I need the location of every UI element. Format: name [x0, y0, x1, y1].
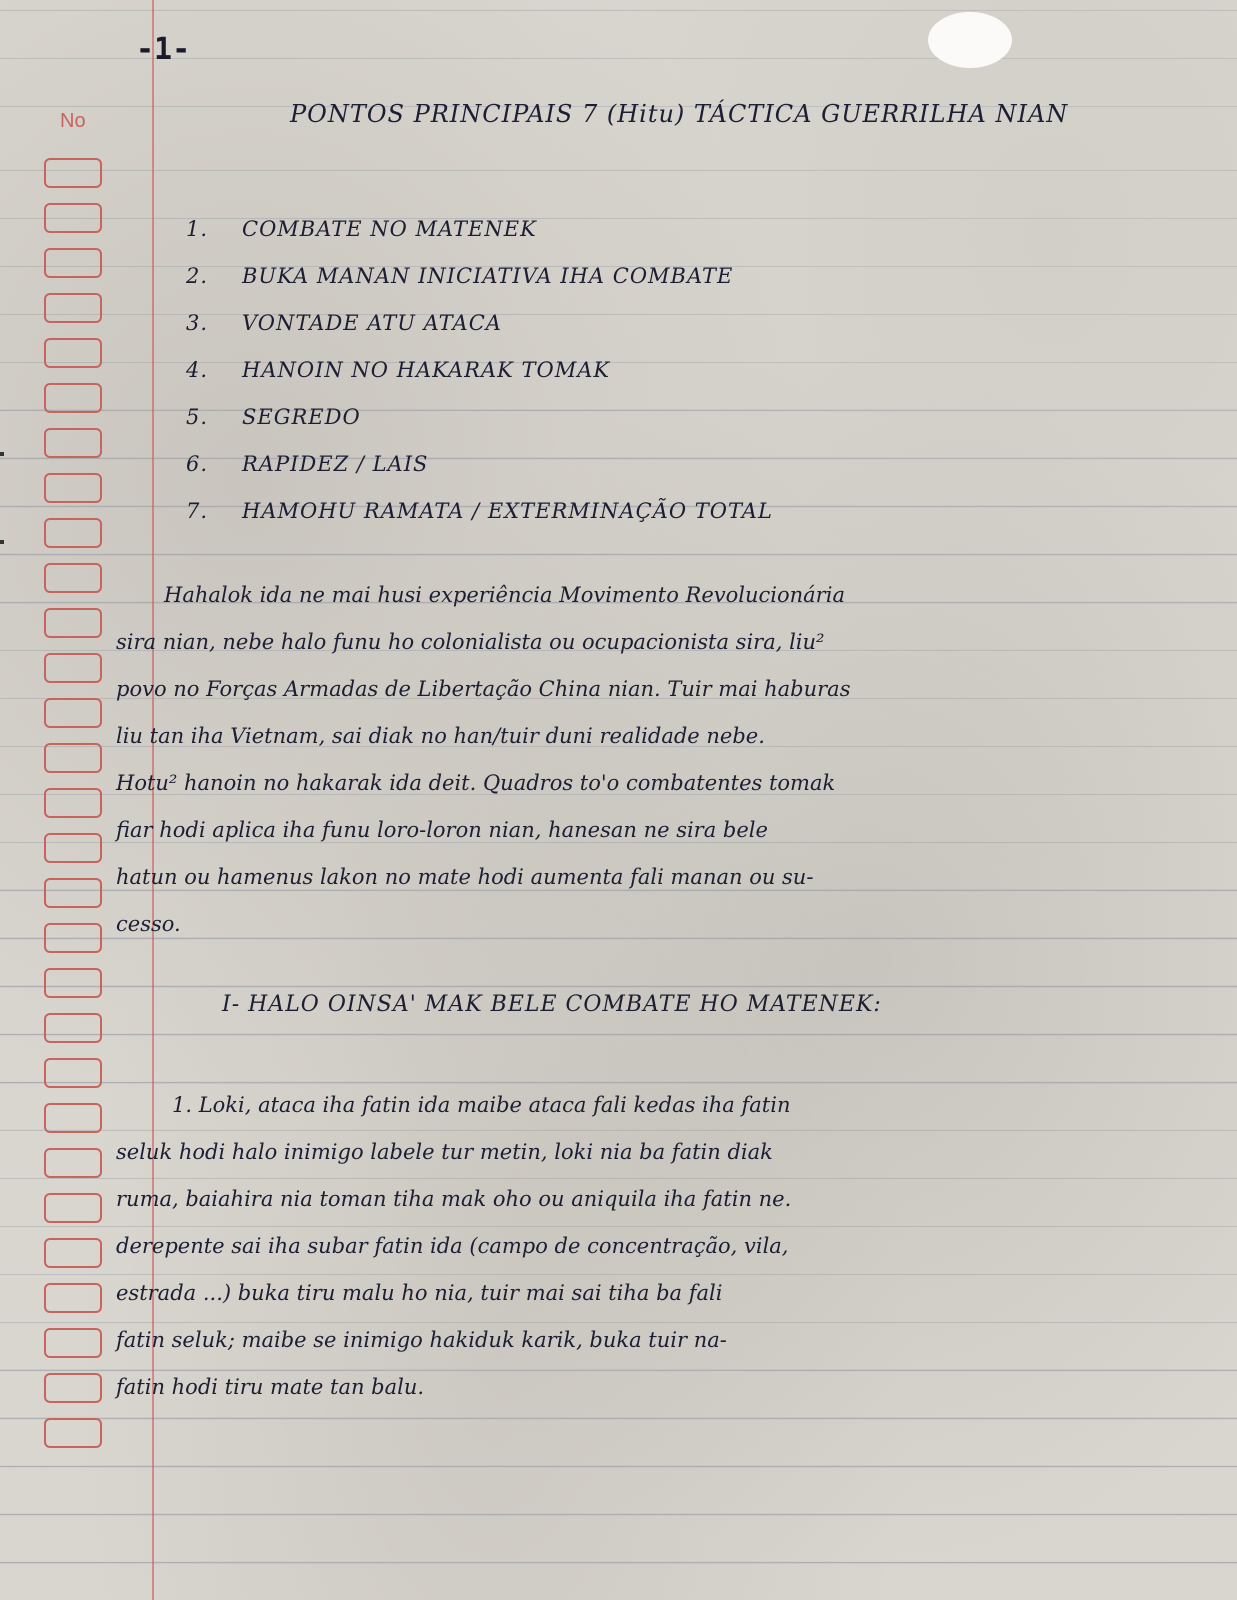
- paragraph-line: fiar hodi aplica iha funu loro-loron nian, hanesan ne sira bele: [116, 818, 768, 842]
- margin-checkbox: [44, 473, 102, 503]
- section-paragraph: [116, 1082, 1196, 1411]
- paragraph-line: derepente sai iha subar fatin ida (campo de concentração, vila,: [116, 1234, 789, 1258]
- margin-checkbox: [44, 158, 102, 188]
- margin-checkbox: [44, 1418, 102, 1448]
- list-item: [186, 488, 773, 535]
- paragraph-line: seluk hodi halo inimigo labele tur metin, loki nia ba fatin diak: [116, 1140, 773, 1164]
- point-number: 3.: [186, 311, 209, 335]
- list-item: [186, 394, 773, 441]
- margin-checkbox: [44, 1013, 102, 1043]
- margin-checkbox: [44, 1328, 102, 1358]
- page-number: -1-: [136, 32, 191, 67]
- point-text: VONTADE ATU ATACA: [242, 311, 502, 335]
- margin-checkbox: [44, 878, 102, 908]
- margin-checkbox: [44, 698, 102, 728]
- paragraph-line: estrada ...) buka tiru malu ho nia, tuir mai sai tiha ba fali: [116, 1281, 723, 1305]
- margin-checkbox: [44, 1373, 102, 1403]
- paper-stain: [928, 12, 1012, 68]
- margin-checkbox: [44, 203, 102, 233]
- margin-checkbox: [44, 608, 102, 638]
- paragraph-line: Hotu² hanoin no hakarak ida deit. Quadros to'o combatentes tomak: [116, 771, 836, 795]
- margin-checkbox: [44, 968, 102, 998]
- paragraph-line: povo no Forças Armadas de Libertação China nian. Tuir mai haburas: [116, 677, 851, 701]
- point-number: 5.: [186, 405, 209, 429]
- margin-checkbox: [44, 833, 102, 863]
- point-text: SEGREDO: [242, 405, 361, 429]
- point-text: RAPIDEZ / LAIS: [242, 452, 429, 476]
- document-title: PONTOS PRINCIPAIS 7 (Hitu) TÁCTICA GUERRILHA NIAN: [290, 100, 1069, 128]
- principal-points-list: [186, 206, 773, 535]
- margin-checkbox: [44, 248, 102, 278]
- binder-hole-mark: [0, 452, 4, 456]
- margin-checkbox: [44, 428, 102, 458]
- margin-checkbox: [44, 338, 102, 368]
- margin-checkbox: [44, 1148, 102, 1178]
- point-text: HANOIN NO HAKARAK TOMAK: [242, 358, 611, 382]
- margin-checkbox: [44, 1103, 102, 1133]
- list-item: [186, 347, 773, 394]
- list-item: [186, 441, 773, 488]
- point-number: 1.: [186, 217, 209, 241]
- paragraph-line: Hahalok ida ne mai husi experiência Movimento Revolucionária: [164, 583, 845, 607]
- paragraph-line: fatin hodi tiru mate tan balu.: [116, 1375, 425, 1399]
- margin-checkbox: [44, 1058, 102, 1088]
- list-item: [186, 300, 773, 347]
- point-text: BUKA MANAN INICIATIVA IHA COMBATE: [242, 264, 734, 288]
- point-number: 6.: [186, 452, 209, 476]
- paragraph-line: fatin seluk; maibe se inimigo hakiduk karik, buka tuir na-: [116, 1328, 727, 1352]
- point-number: 2.: [186, 264, 209, 288]
- point-number: 4.: [186, 358, 209, 382]
- paragraph-line: liu tan iha Vietnam, sai diak no han/tuir duni realidade nebe.: [116, 724, 765, 748]
- point-text: COMBATE NO MATENEK: [242, 217, 537, 241]
- margin-checkbox: [44, 1283, 102, 1313]
- margin-checkbox: [44, 923, 102, 953]
- paragraph-line: cesso.: [116, 912, 181, 936]
- margin-checkbox: [44, 563, 102, 593]
- margin-checkbox: [44, 1193, 102, 1223]
- section-heading: I- HALO OINSA' MAK BELE COMBATE HO MATENEK:: [222, 992, 882, 1017]
- paragraph-line: hatun ou hamenus lakon no mate hodi aumenta fali manan ou su-: [116, 865, 814, 889]
- margin-checkbox-column: [44, 158, 108, 1463]
- no-label: No: [60, 110, 86, 132]
- list-item: [186, 253, 773, 300]
- paragraph-line: 1. Loki, ataca iha fatin ida maibe ataca fali kedas iha fatin: [172, 1093, 791, 1117]
- margin-checkbox: [44, 518, 102, 548]
- margin-checkbox: [44, 743, 102, 773]
- paragraph-line: sira nian, nebe halo funu ho colonialista ou ocupacionista sira, liu²: [116, 630, 825, 654]
- paragraph-line: ruma, baiahira nia toman tiha mak oho ou aniquila iha fatin ne.: [116, 1187, 792, 1211]
- margin-checkbox: [44, 788, 102, 818]
- margin-checkbox: [44, 293, 102, 323]
- point-text: HAMOHU RAMATA / EXTERMINAÇÃO TOTAL: [242, 499, 773, 523]
- margin-checkbox: [44, 653, 102, 683]
- point-number: 7.: [186, 499, 209, 523]
- margin-checkbox: [44, 1238, 102, 1268]
- list-item: [186, 206, 773, 253]
- intro-paragraph: [116, 572, 1196, 948]
- binder-hole-mark: [0, 540, 4, 544]
- margin-checkbox: [44, 383, 102, 413]
